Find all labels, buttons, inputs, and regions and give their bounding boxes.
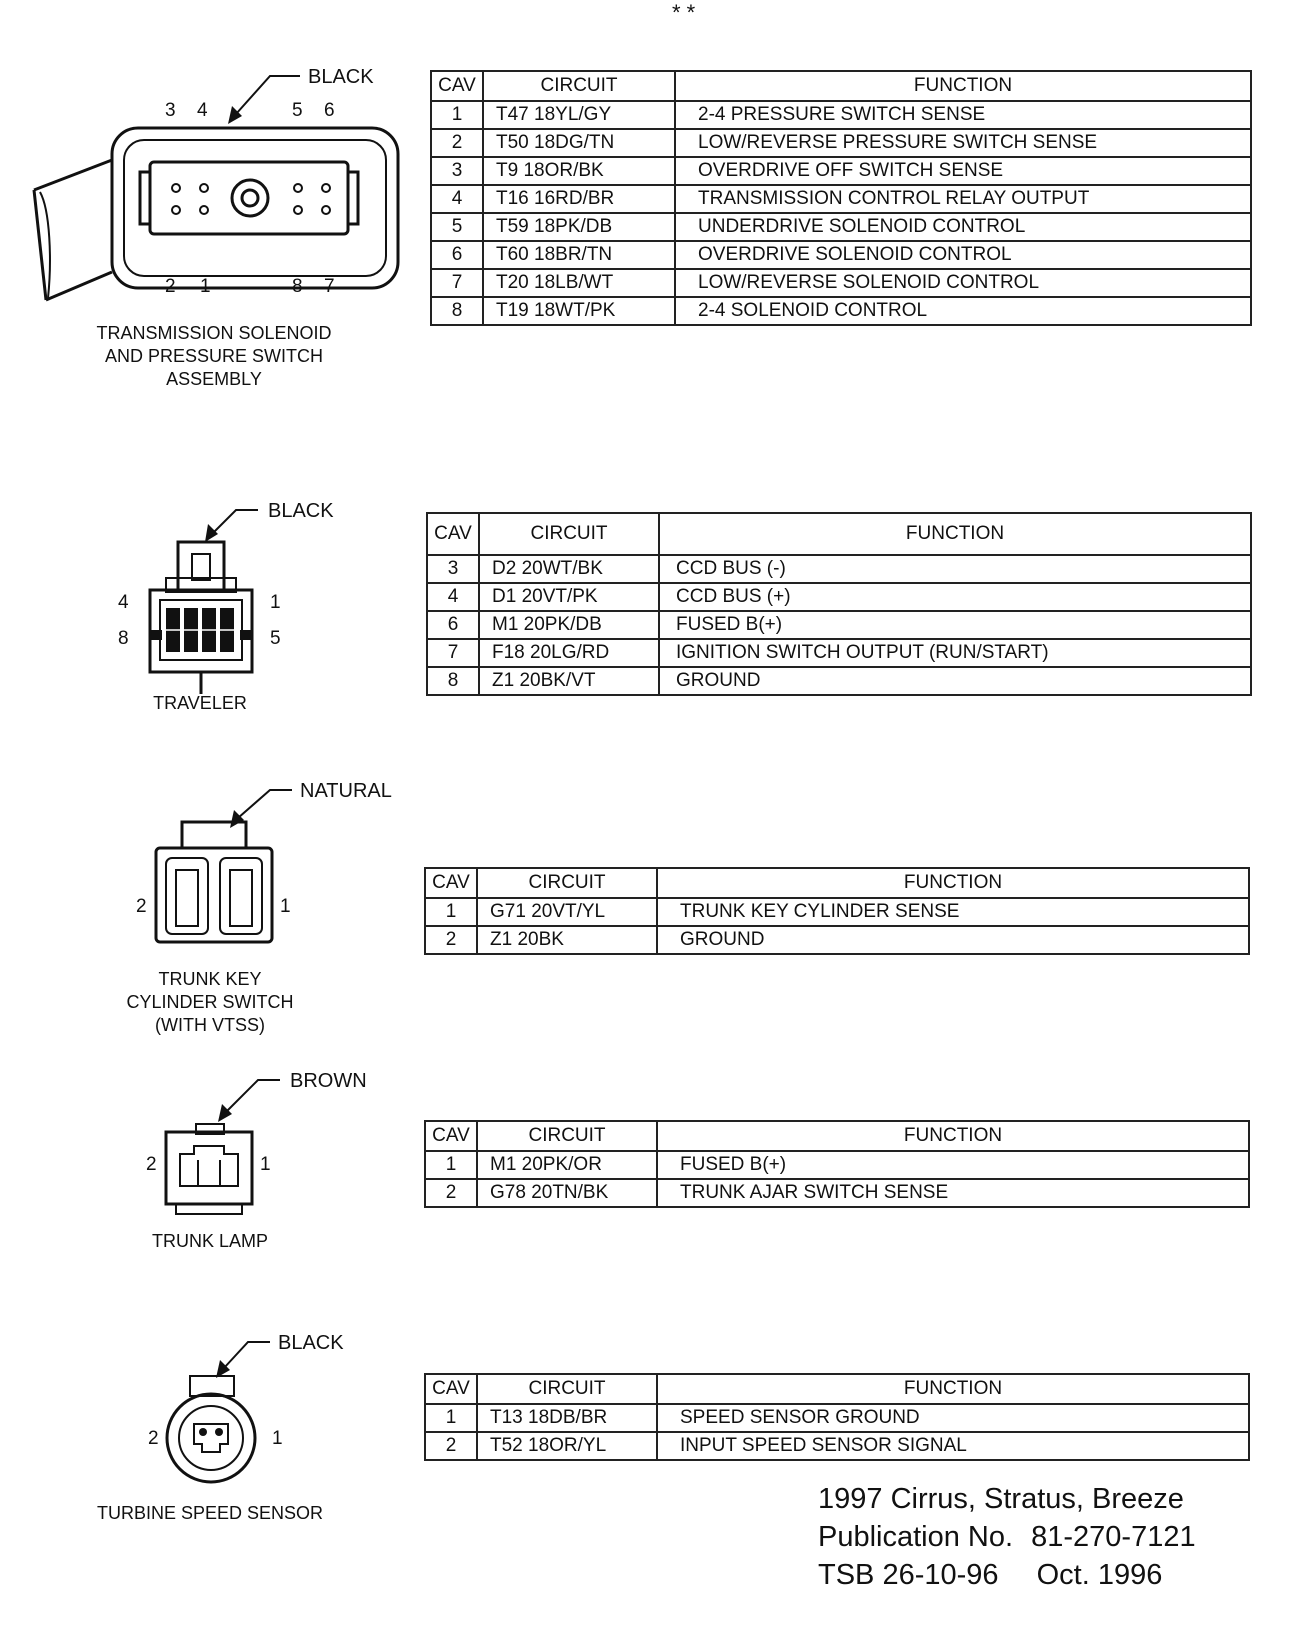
header-function: FUNCTION	[659, 513, 1251, 555]
header-cav: CAV	[425, 1374, 477, 1404]
pin-label-2: 2	[136, 896, 147, 917]
cell-circuit: T9 18OR/BK	[483, 157, 675, 185]
trunk-key-color-label: NATURAL	[300, 780, 392, 802]
cell-circuit: M1 20PK/OR	[477, 1151, 657, 1179]
cell-circuit: T52 18OR/YL	[477, 1432, 657, 1460]
cell-cav: 8	[427, 667, 479, 695]
pin-label-3: 3	[165, 100, 176, 121]
table-row	[431, 129, 1251, 157]
header-circuit: CIRCUIT	[477, 1374, 657, 1404]
cell-circuit: D2 20WT/BK	[479, 555, 659, 583]
pin-label-1: 1	[270, 592, 281, 613]
pin-label-1: 1	[280, 896, 291, 917]
trunk-key-caption	[70, 968, 350, 1037]
table-row	[427, 583, 1251, 611]
table-header-row	[425, 1121, 1249, 1151]
header-circuit: CIRCUIT	[479, 513, 659, 555]
traveler-pinout-table	[426, 512, 1252, 696]
transmission-solenoid-color-label: BLACK	[308, 66, 374, 88]
page-top-mark: * *	[672, 0, 696, 25]
cell-circuit: T20 18LB/WT	[483, 269, 675, 297]
cell-circuit: M1 20PK/DB	[479, 611, 659, 639]
header-circuit: CIRCUIT	[483, 71, 675, 101]
table-row	[431, 241, 1251, 269]
pin-label-7: 7	[324, 276, 335, 297]
table-row	[431, 213, 1251, 241]
table-row	[425, 1151, 1249, 1179]
table-row	[425, 1179, 1249, 1207]
table-row	[431, 185, 1251, 213]
cell-cav: 5	[431, 213, 483, 241]
pin-label-1: 1	[260, 1154, 271, 1175]
cell-function: INPUT SPEED SENSOR SIGNAL	[657, 1432, 1249, 1460]
publication-number-line	[818, 1518, 1196, 1556]
cell-cav: 4	[427, 583, 479, 611]
cell-circuit: D1 20VT/PK	[479, 583, 659, 611]
trunk-key-cylinder-connector-diagram	[0, 770, 420, 1040]
traveler-caption	[100, 692, 300, 715]
header-function: FUNCTION	[657, 1374, 1249, 1404]
cell-cav: 7	[427, 639, 479, 667]
cell-circuit: G71 20VT/YL	[477, 898, 657, 926]
header-cav: CAV	[425, 1121, 477, 1151]
cell-function: IGNITION SWITCH OUTPUT (RUN/START)	[659, 639, 1251, 667]
cell-circuit: T16 16RD/BR	[483, 185, 675, 213]
cell-function: OVERDRIVE SOLENOID CONTROL	[675, 241, 1251, 269]
header-function: FUNCTION	[657, 868, 1249, 898]
caption-line: CYLINDER SWITCH	[126, 992, 294, 1012]
cell-cav: 6	[431, 241, 483, 269]
cell-function: TRUNK AJAR SWITCH SENSE	[657, 1179, 1249, 1207]
cell-function: UNDERDRIVE SOLENOID CONTROL	[675, 213, 1251, 241]
table-header-row	[425, 868, 1249, 898]
cell-function: GROUND	[657, 926, 1249, 954]
table-row	[431, 269, 1251, 297]
table-row	[431, 101, 1251, 129]
turbine-sensor-color-label: BLACK	[278, 1332, 344, 1354]
pin-label-2: 2	[165, 276, 176, 297]
traveler-color-label: BLACK	[268, 500, 334, 522]
cell-function: SPEED SENSOR GROUND	[657, 1404, 1249, 1432]
table-row	[425, 926, 1249, 954]
traveler-connector-diagram	[0, 480, 420, 730]
turbine-speed-sensor-pinout-table	[424, 1373, 1250, 1461]
header-function: FUNCTION	[657, 1121, 1249, 1151]
cell-cav: 2	[431, 129, 483, 157]
tsb-line	[818, 1556, 1196, 1594]
pin-label-2: 2	[148, 1428, 159, 1449]
cell-cav: 1	[425, 1404, 477, 1432]
table-row	[431, 157, 1251, 185]
pin-label-6: 6	[324, 100, 335, 121]
cell-cav: 4	[431, 185, 483, 213]
table-row	[425, 898, 1249, 926]
pin-label-2: 2	[146, 1154, 157, 1175]
trunk-lamp-caption	[110, 1230, 310, 1253]
caption-line: AND PRESSURE SWITCH	[104, 346, 324, 366]
header-cav: CAV	[431, 71, 483, 101]
cell-cav: 6	[427, 611, 479, 639]
header-cav: CAV	[427, 513, 479, 555]
table-header-row	[425, 1374, 1249, 1404]
caption-line: TRAVELER	[153, 693, 247, 713]
cell-cav: 1	[431, 101, 483, 129]
table-row	[427, 611, 1251, 639]
cell-function: TRANSMISSION CONTROL RELAY OUTPUT	[675, 185, 1251, 213]
pin-label-8: 8	[118, 628, 129, 649]
table-row	[425, 1432, 1249, 1460]
caption-line: (WITH VTSS)	[155, 1015, 265, 1035]
table-header-row	[431, 71, 1251, 101]
transmission-solenoid-pinout-table	[430, 70, 1252, 326]
publication-number-label: Publication No.	[818, 1521, 1014, 1553]
caption-line: TRUNK KEY	[158, 969, 262, 989]
cell-cav: 1	[425, 1151, 477, 1179]
cell-circuit: T59 18PK/DB	[483, 213, 675, 241]
pin-label-4: 4	[118, 592, 129, 613]
cell-function: LOW/REVERSE SOLENOID CONTROL	[675, 269, 1251, 297]
caption-line: TRUNK LAMP	[151, 1231, 268, 1251]
publication-number-value: 81-270-7121	[1031, 1521, 1196, 1553]
cell-cav: 3	[427, 555, 479, 583]
table-row	[427, 639, 1251, 667]
pin-label-1: 1	[200, 276, 211, 297]
cell-cav: 2	[425, 1179, 477, 1207]
caption-line: ASSEMBLY	[166, 369, 262, 389]
table-row	[427, 555, 1251, 583]
cell-cav: 8	[431, 297, 483, 325]
cell-function: GROUND	[659, 667, 1251, 695]
trunk-lamp-connector-diagram	[0, 1070, 420, 1260]
cell-function: TRUNK KEY CYLINDER SENSE	[657, 898, 1249, 926]
table-header-row	[427, 513, 1251, 555]
header-cav: CAV	[425, 868, 477, 898]
pin-label-5: 5	[292, 100, 303, 121]
caption-line: TRANSMISSION SOLENOID	[96, 323, 332, 343]
cell-circuit: Z1 20BK/VT	[479, 667, 659, 695]
pin-label-4: 4	[197, 100, 208, 121]
cell-function: CCD BUS (-)	[659, 555, 1251, 583]
publication-info	[818, 1480, 1196, 1594]
cell-cav: 2	[425, 1432, 477, 1460]
header-circuit: CIRCUIT	[477, 868, 657, 898]
cell-function: 2-4 SOLENOID CONTROL	[675, 297, 1251, 325]
trunk-key-cylinder-pinout-table	[424, 867, 1250, 955]
header-function: FUNCTION	[675, 71, 1251, 101]
tsb-date: Oct. 1996	[1036, 1559, 1163, 1591]
cell-function: 2-4 PRESSURE SWITCH SENSE	[675, 101, 1251, 129]
cell-function: FUSED B(+)	[659, 611, 1251, 639]
turbine-speed-sensor-connector-diagram	[0, 1320, 420, 1540]
cell-function: OVERDRIVE OFF SWITCH SENSE	[675, 157, 1251, 185]
table-row	[431, 297, 1251, 325]
cell-function: FUSED B(+)	[657, 1151, 1249, 1179]
cell-cav: 2	[425, 926, 477, 954]
tsb-number: TSB 26-10-96	[818, 1559, 999, 1591]
cell-circuit: T19 18WT/PK	[483, 297, 675, 325]
cell-circuit: Z1 20BK	[477, 926, 657, 954]
cell-function: LOW/REVERSE PRESSURE SWITCH SENSE	[675, 129, 1251, 157]
cell-circuit: T60 18BR/TN	[483, 241, 675, 269]
cell-circuit: T50 18DG/TN	[483, 129, 675, 157]
trunk-lamp-color-label: BROWN	[290, 1070, 367, 1092]
cell-function: CCD BUS (+)	[659, 583, 1251, 611]
table-row	[425, 1404, 1249, 1432]
cell-cav: 1	[425, 898, 477, 926]
caption-line: TURBINE SPEED SENSOR	[96, 1503, 324, 1523]
cell-circuit: T47 18YL/GY	[483, 101, 675, 129]
turbine-sensor-caption	[60, 1502, 360, 1525]
transmission-solenoid-connector-diagram	[0, 0, 420, 400]
cell-cav: 3	[431, 157, 483, 185]
transmission-solenoid-caption	[64, 322, 364, 391]
pin-label-8: 8	[292, 276, 303, 297]
pin-label-1: 1	[272, 1428, 283, 1449]
cell-circuit: G78 20TN/BK	[477, 1179, 657, 1207]
cell-cav: 7	[431, 269, 483, 297]
publication-models: 1997 Cirrus, Stratus, Breeze	[818, 1483, 1184, 1515]
header-circuit: CIRCUIT	[477, 1121, 657, 1151]
pin-label-5: 5	[270, 628, 281, 649]
table-row	[427, 667, 1251, 695]
trunk-lamp-pinout-table	[424, 1120, 1250, 1208]
cell-circuit: T13 18DB/BR	[477, 1404, 657, 1432]
cell-circuit: F18 20LG/RD	[479, 639, 659, 667]
